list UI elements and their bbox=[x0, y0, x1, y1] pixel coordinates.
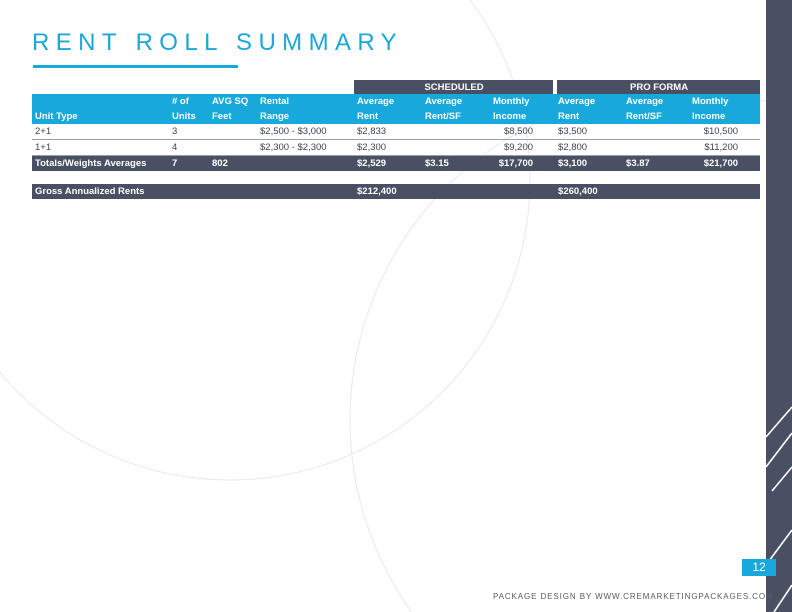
header-sched-avg-rent-line1: Average bbox=[354, 94, 422, 109]
cell-pf-rent-sf bbox=[623, 124, 689, 140]
header-pf-income: Income bbox=[689, 109, 760, 124]
totals-sched-avg-rent: $2,529 bbox=[354, 156, 422, 172]
totals-rental-range bbox=[257, 156, 354, 172]
totals-pf-avg-rent: $3,100 bbox=[555, 156, 623, 172]
totals-pf-rent-sf: $3.87 bbox=[623, 156, 689, 172]
cell-sched-rent-sf bbox=[422, 124, 490, 140]
totals-avg-sq-feet: 802 bbox=[209, 156, 257, 172]
column-group-row bbox=[32, 80, 760, 94]
cell-sched-rent-sf bbox=[422, 140, 490, 156]
page-number: 12 bbox=[742, 559, 776, 576]
cell-pf-avg-rent: $2,800 bbox=[555, 140, 623, 156]
cell-sched-income: $8,500 bbox=[490, 124, 555, 140]
cell-unit-type: 2+1 bbox=[32, 124, 169, 140]
totals-pf-income: $21,700 bbox=[689, 156, 760, 172]
gross-scheduled: $212,400 bbox=[354, 184, 555, 199]
cell-rental-range: $2,300 - $2,300 bbox=[257, 140, 354, 156]
header-units: Units bbox=[169, 109, 209, 124]
header-pf-rent-sf-line1: Average bbox=[623, 94, 689, 109]
rent-roll-table bbox=[32, 80, 760, 199]
gross-label: Gross Annualized Rents bbox=[32, 184, 354, 199]
header-pf-avg-rent-line1: Average bbox=[555, 94, 623, 109]
header-sched-rent-sf-line1: Average bbox=[422, 94, 490, 109]
cell-sched-income: $9,200 bbox=[490, 140, 555, 156]
header-unit-type: Unit Type bbox=[32, 109, 169, 124]
header-rental-range: Range bbox=[257, 109, 354, 124]
header-sched-avg-rent: Rent bbox=[354, 109, 422, 124]
header-pf-rent-sf: Rent/SF bbox=[623, 109, 689, 124]
header-avg-sq-feet: Feet bbox=[209, 109, 257, 124]
cell-avg-sq-feet bbox=[209, 140, 257, 156]
pro-forma-group-header: PRO FORMA bbox=[555, 80, 760, 94]
totals-row bbox=[32, 156, 760, 172]
cell-rental-range: $2,500 - $3,000 bbox=[257, 124, 354, 140]
cell-units: 4 bbox=[169, 140, 209, 156]
cell-pf-avg-rent: $3,500 bbox=[555, 124, 623, 140]
title-underline bbox=[33, 65, 238, 68]
gross-annualized-row bbox=[32, 184, 760, 199]
totals-label: Totals/Weights Averages bbox=[32, 156, 169, 172]
footer-credit: PACKAGE DESIGN BY WWW.CREMARKETINGPACKAGES.COM bbox=[493, 592, 774, 601]
header-rental-line1: Rental bbox=[257, 94, 354, 109]
header-row-1 bbox=[32, 94, 760, 109]
cell-units: 3 bbox=[169, 124, 209, 140]
header-units-line1: # of bbox=[169, 94, 209, 109]
cell-avg-sq-feet bbox=[209, 124, 257, 140]
header-pf-income-line1: Monthly bbox=[689, 94, 760, 109]
totals-sched-income: $17,700 bbox=[490, 156, 555, 172]
spacer-row bbox=[32, 171, 760, 184]
totals-units: 7 bbox=[169, 156, 209, 172]
table-row bbox=[32, 124, 760, 140]
decorative-stripes bbox=[766, 395, 792, 612]
cell-sched-avg-rent: $2,300 bbox=[354, 140, 422, 156]
cell-sched-avg-rent: $2,833 bbox=[354, 124, 422, 140]
header-row-2 bbox=[32, 109, 760, 124]
header-unit-type-line1 bbox=[32, 94, 169, 109]
gross-pro-forma: $260,400 bbox=[555, 184, 760, 199]
header-pf-avg-rent: Rent bbox=[555, 109, 623, 124]
header-avg-sq-line1: AVG SQ bbox=[209, 94, 257, 109]
scheduled-group-header: SCHEDULED bbox=[354, 80, 555, 94]
totals-sched-rent-sf: $3.15 bbox=[422, 156, 490, 172]
page-title: RENT ROLL SUMMARY bbox=[32, 29, 404, 56]
cell-pf-rent-sf bbox=[623, 140, 689, 156]
cell-pf-income: $10,500 bbox=[689, 124, 760, 140]
header-sched-income-line1: Monthly bbox=[490, 94, 555, 109]
table-row bbox=[32, 140, 760, 156]
header-sched-rent-sf: Rent/SF bbox=[422, 109, 490, 124]
cell-unit-type: 1+1 bbox=[32, 140, 169, 156]
header-sched-income: Income bbox=[490, 109, 555, 124]
cell-pf-income: $11,200 bbox=[689, 140, 760, 156]
